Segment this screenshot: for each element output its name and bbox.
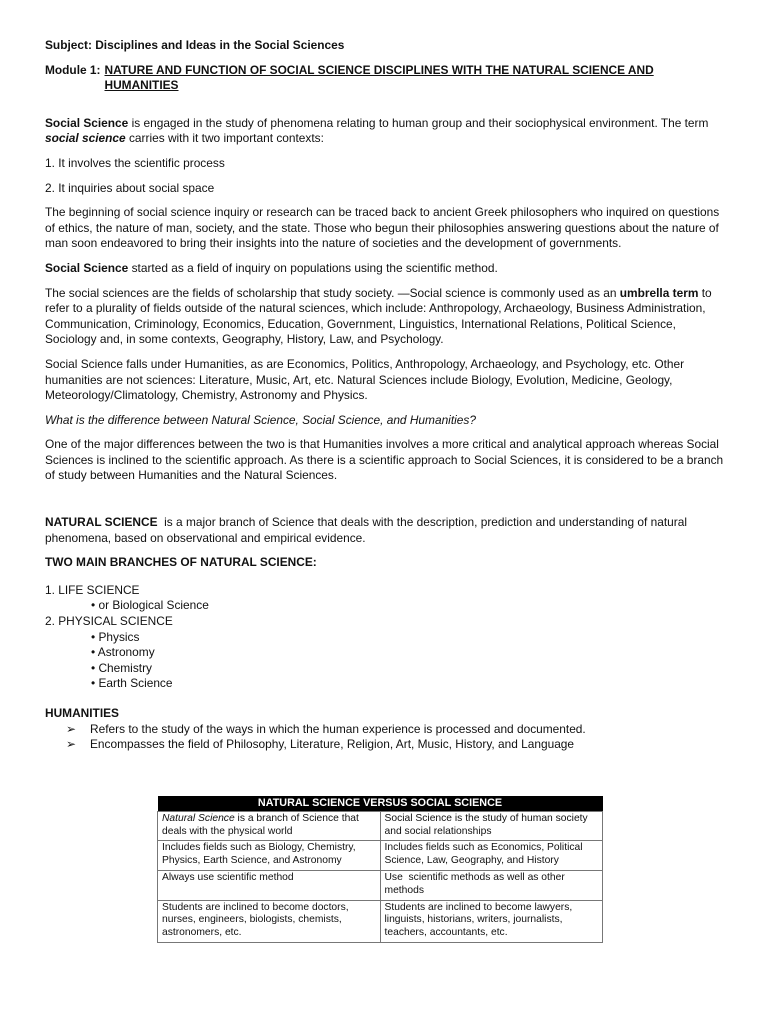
- natural-science-paragraph: [45, 515, 725, 546]
- subject-heading: Subject: Disciplines and Ideas in the Social Sciences: [45, 38, 345, 52]
- context-item-2: 2. It inquiries about social space: [45, 180, 215, 195]
- arrow-bullet-icon: ➢: [66, 721, 76, 736]
- natural-science-cell: Includes fields such as Biology, Chemistry, Physics, Earth Science, and Astronomy: [158, 841, 381, 871]
- branches-heading: TWO MAIN BRANCHES OF NATURAL SCIENCE:: [45, 555, 317, 570]
- comparison-table: [157, 796, 603, 943]
- intro-emphasis: social science: [45, 131, 126, 146]
- beginning-paragraph: The beginning of social science inquiry or research can be traced back to ancient Greek philosophers who inquired on questions of ethics, the nature of man, society, and the state. Those who begun their philosophies answering questions about the nature of man soon endeavored to bring their insights into the nature of societies and the development of governments.: [45, 205, 720, 251]
- started-term: Social Science: [45, 260, 129, 275]
- natural-science-text: is a major branch of Science that deals with the description, prediction and understanding of natural phenomena, based on observational and empirical evidence.: [45, 515, 691, 545]
- natural-science-cell-text: is a branch of Science that deals with the physical world: [162, 812, 359, 837]
- physical-science-item: 2. PHYSICAL SCIENCE: [45, 614, 173, 629]
- physical-sub-item: • Chemistry: [91, 660, 152, 675]
- umbrella-term: umbrella term: [619, 285, 699, 300]
- physical-sub-item: • Physics: [91, 629, 140, 644]
- table-row: [158, 811, 603, 841]
- intro-text-1: is engaged in the study of phenomena relating to human group and their sociophysical environment. The term: [128, 115, 709, 130]
- social-science-cell: Students are inclined to become lawyers, linguists, historians, writers, journalists, teachers, accountants, etc.: [380, 900, 603, 942]
- natural-science-term: NATURAL SCIENCE: [45, 515, 158, 530]
- difference-question: What is the difference between Natural Science, Social Science, and Humanities?: [45, 412, 476, 427]
- natural-science-emphasis: Natural Science: [162, 812, 235, 824]
- fields-text-2: to refer to a plurality of fields outside of the natural sciences, which include: Anthropology, Archaeology, Business Administration, Communication, Criminology, Economics, Education, Government, Linguistics, International Relations, Political Science, Sociology and, in some contexts, Geography, History, Law, and Psychology.: [45, 285, 712, 347]
- physical-sub-item: • Astronomy: [91, 645, 155, 660]
- natural-science-cell: Always use scientific method: [158, 870, 381, 900]
- fields-text-1: The social sciences are the fields of scholarship that study society. —Social science is commonly used as an: [45, 285, 620, 300]
- physical-sub-item: • Earth Science: [91, 676, 173, 691]
- humanities-list-item: [45, 722, 725, 738]
- natural-science-cell: Students are inclined to become doctors, nurses, engineers, biologists, chemists, astronomers, etc.: [158, 900, 381, 942]
- humanities-heading: HUMANITIES: [45, 706, 119, 720]
- module-label: Module 1:: [45, 62, 101, 77]
- intro-text-2: carries with it two important contexts:: [125, 131, 324, 146]
- document-page: [45, 38, 725, 753]
- humanities-list-item: [45, 737, 725, 753]
- table-row: [158, 841, 603, 871]
- table-row: [158, 900, 603, 942]
- humanities-item-text: Encompasses the field of Philosophy, Literature, Religion, Art, Music, History, and Language: [90, 737, 575, 752]
- context-item-1: 1. It involves the scientific process: [45, 155, 225, 170]
- intro-paragraph: [45, 116, 725, 147]
- started-paragraph: [45, 261, 725, 277]
- module-heading: [45, 63, 725, 94]
- difference-answer: One of the major differences between the two is that Humanities involves a more critical and analytical approach whereas Social Sciences is inclined to the scientific approach. As there is a scientific approach to Social Sciences, it is considered to be a branch of study between Humanities and the Natural Sciences.: [45, 437, 724, 483]
- intro-term: Social Science: [45, 115, 129, 130]
- humanities-item-text: Refers to the study of the ways in which the human experience is processed and documented.: [90, 721, 586, 736]
- table-row: [158, 870, 603, 900]
- life-science-item: 1. LIFE SCIENCE: [45, 582, 140, 597]
- module-title: NATURE AND FUNCTION OF SOCIAL SCIENCE DISCIPLINES WITH THE NATURAL SCIENCE AND HUMANITIES: [104, 62, 654, 93]
- table-title: NATURAL SCIENCE VERSUS SOCIAL SCIENCE: [158, 796, 603, 811]
- life-science-sub-item: • or Biological Science: [91, 598, 209, 613]
- social-science-cell: Use scientific methods as well as other methods: [380, 870, 603, 900]
- natural-science-cell: [158, 811, 381, 841]
- fields-paragraph: [45, 286, 725, 348]
- falls-paragraph: Social Science falls under Humanities, as are Economics, Politics, Anthropology, Archaeology, and Psychology, etc. Other humanities are not sciences: Literature, Music, Art, etc. Natural Sciences include Biology, Evolution, Medicine, Geology, Meteorology/Climatology, Chemistry, Astronomy and Physics.: [45, 356, 685, 403]
- social-science-cell: Includes fields such as Economics, Political Science, Law, Geography, and History: [380, 841, 603, 871]
- table-header-row: [158, 796, 603, 811]
- social-science-cell: Social Science is the study of human society and social relationships: [380, 811, 603, 841]
- arrow-bullet-icon: ➢: [66, 737, 76, 752]
- started-text: started as a field of inquiry on populations using the scientific method.: [128, 260, 498, 275]
